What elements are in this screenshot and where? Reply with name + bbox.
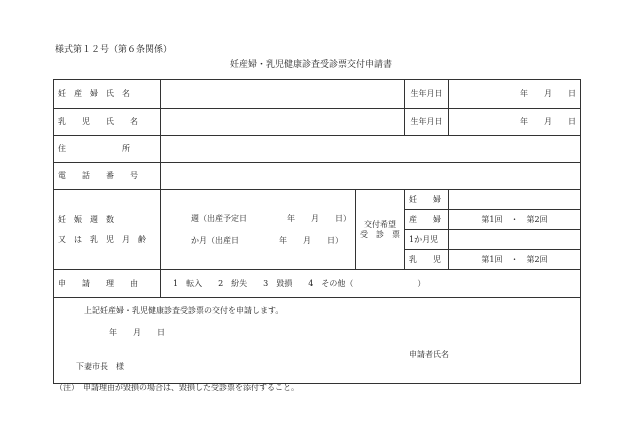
mother-dob-label: 生年月日 (405, 80, 449, 109)
postpartum-times[interactable]: 第1回 ・ 第2回 (449, 210, 581, 230)
weeks-label-line1: 妊 娠 週 数 (58, 214, 114, 224)
desired-label-line2: 受 診 票 (360, 229, 400, 239)
application-date[interactable]: 年 月 日 (109, 328, 165, 337)
pregnant-label: 妊 婦 (405, 190, 449, 210)
phone-field[interactable] (161, 163, 581, 190)
statement-text: 上記妊産婦・乳児健康診査受診票の交付を申請します。 (84, 306, 284, 315)
mother-dob-field[interactable]: 年 月 日 (449, 80, 581, 109)
address-row (54, 136, 581, 163)
infant-dob-label: 生年月日 (405, 109, 449, 136)
applicant-name-label: 申請者氏名 (409, 350, 449, 359)
desired-label-line1: 交付希望 (364, 219, 396, 229)
form-title: 妊産婦・乳児健康診査受診票交付申請書 (230, 60, 393, 70)
pregnant-field[interactable] (449, 190, 581, 210)
due-date-line: 週（出産予定日 年 月 日） (191, 213, 351, 223)
one-month-field[interactable] (449, 230, 581, 250)
reason-options[interactable]: 1 転入 2 紛失 3 毀損 4 その他（ ） (161, 270, 581, 298)
address-label: 住 所 (54, 136, 161, 163)
desired-coupon-label (356, 190, 405, 270)
weeks-field[interactable] (161, 190, 356, 270)
weeks-label-line2: 又 は 乳 児 月 齢 (58, 234, 146, 244)
addressee: 下妻市長 様 (76, 362, 124, 371)
form-number: 様式第１２号（第６条関係） (55, 45, 173, 55)
statement-row (54, 298, 581, 384)
statement-cell (54, 298, 581, 384)
infant-name-label: 乳 児 氏 名 (54, 109, 161, 136)
application-table (53, 79, 581, 384)
infant-name-row (54, 109, 581, 136)
weeks-row (54, 190, 581, 210)
mother-name-field[interactable] (161, 80, 405, 109)
infant-dob-field[interactable]: 年 月 日 (449, 109, 581, 136)
reason-row (54, 270, 581, 298)
address-field[interactable] (161, 136, 581, 163)
infant-times[interactable]: 第1回 ・ 第2回 (449, 250, 581, 270)
infant-coupon-label: 乳 児 (405, 250, 449, 270)
infant-name-field[interactable] (161, 109, 405, 136)
weeks-label (54, 190, 161, 270)
phone-row (54, 163, 581, 190)
footnote: （注） 申請理由が毀損の場合は、毀損した受診票を添付すること。 (55, 383, 299, 392)
mother-name-row (54, 80, 581, 109)
one-month-label: 1か月児 (405, 230, 449, 250)
reason-label: 申 請 理 由 (54, 270, 161, 298)
phone-label: 電 話 番 号 (54, 163, 161, 190)
postpartum-label: 産 婦 (405, 210, 449, 230)
birth-date-line: か月（出産日 年 月 日） (191, 235, 343, 245)
mother-name-label: 妊 産 婦 氏 名 (54, 80, 161, 109)
